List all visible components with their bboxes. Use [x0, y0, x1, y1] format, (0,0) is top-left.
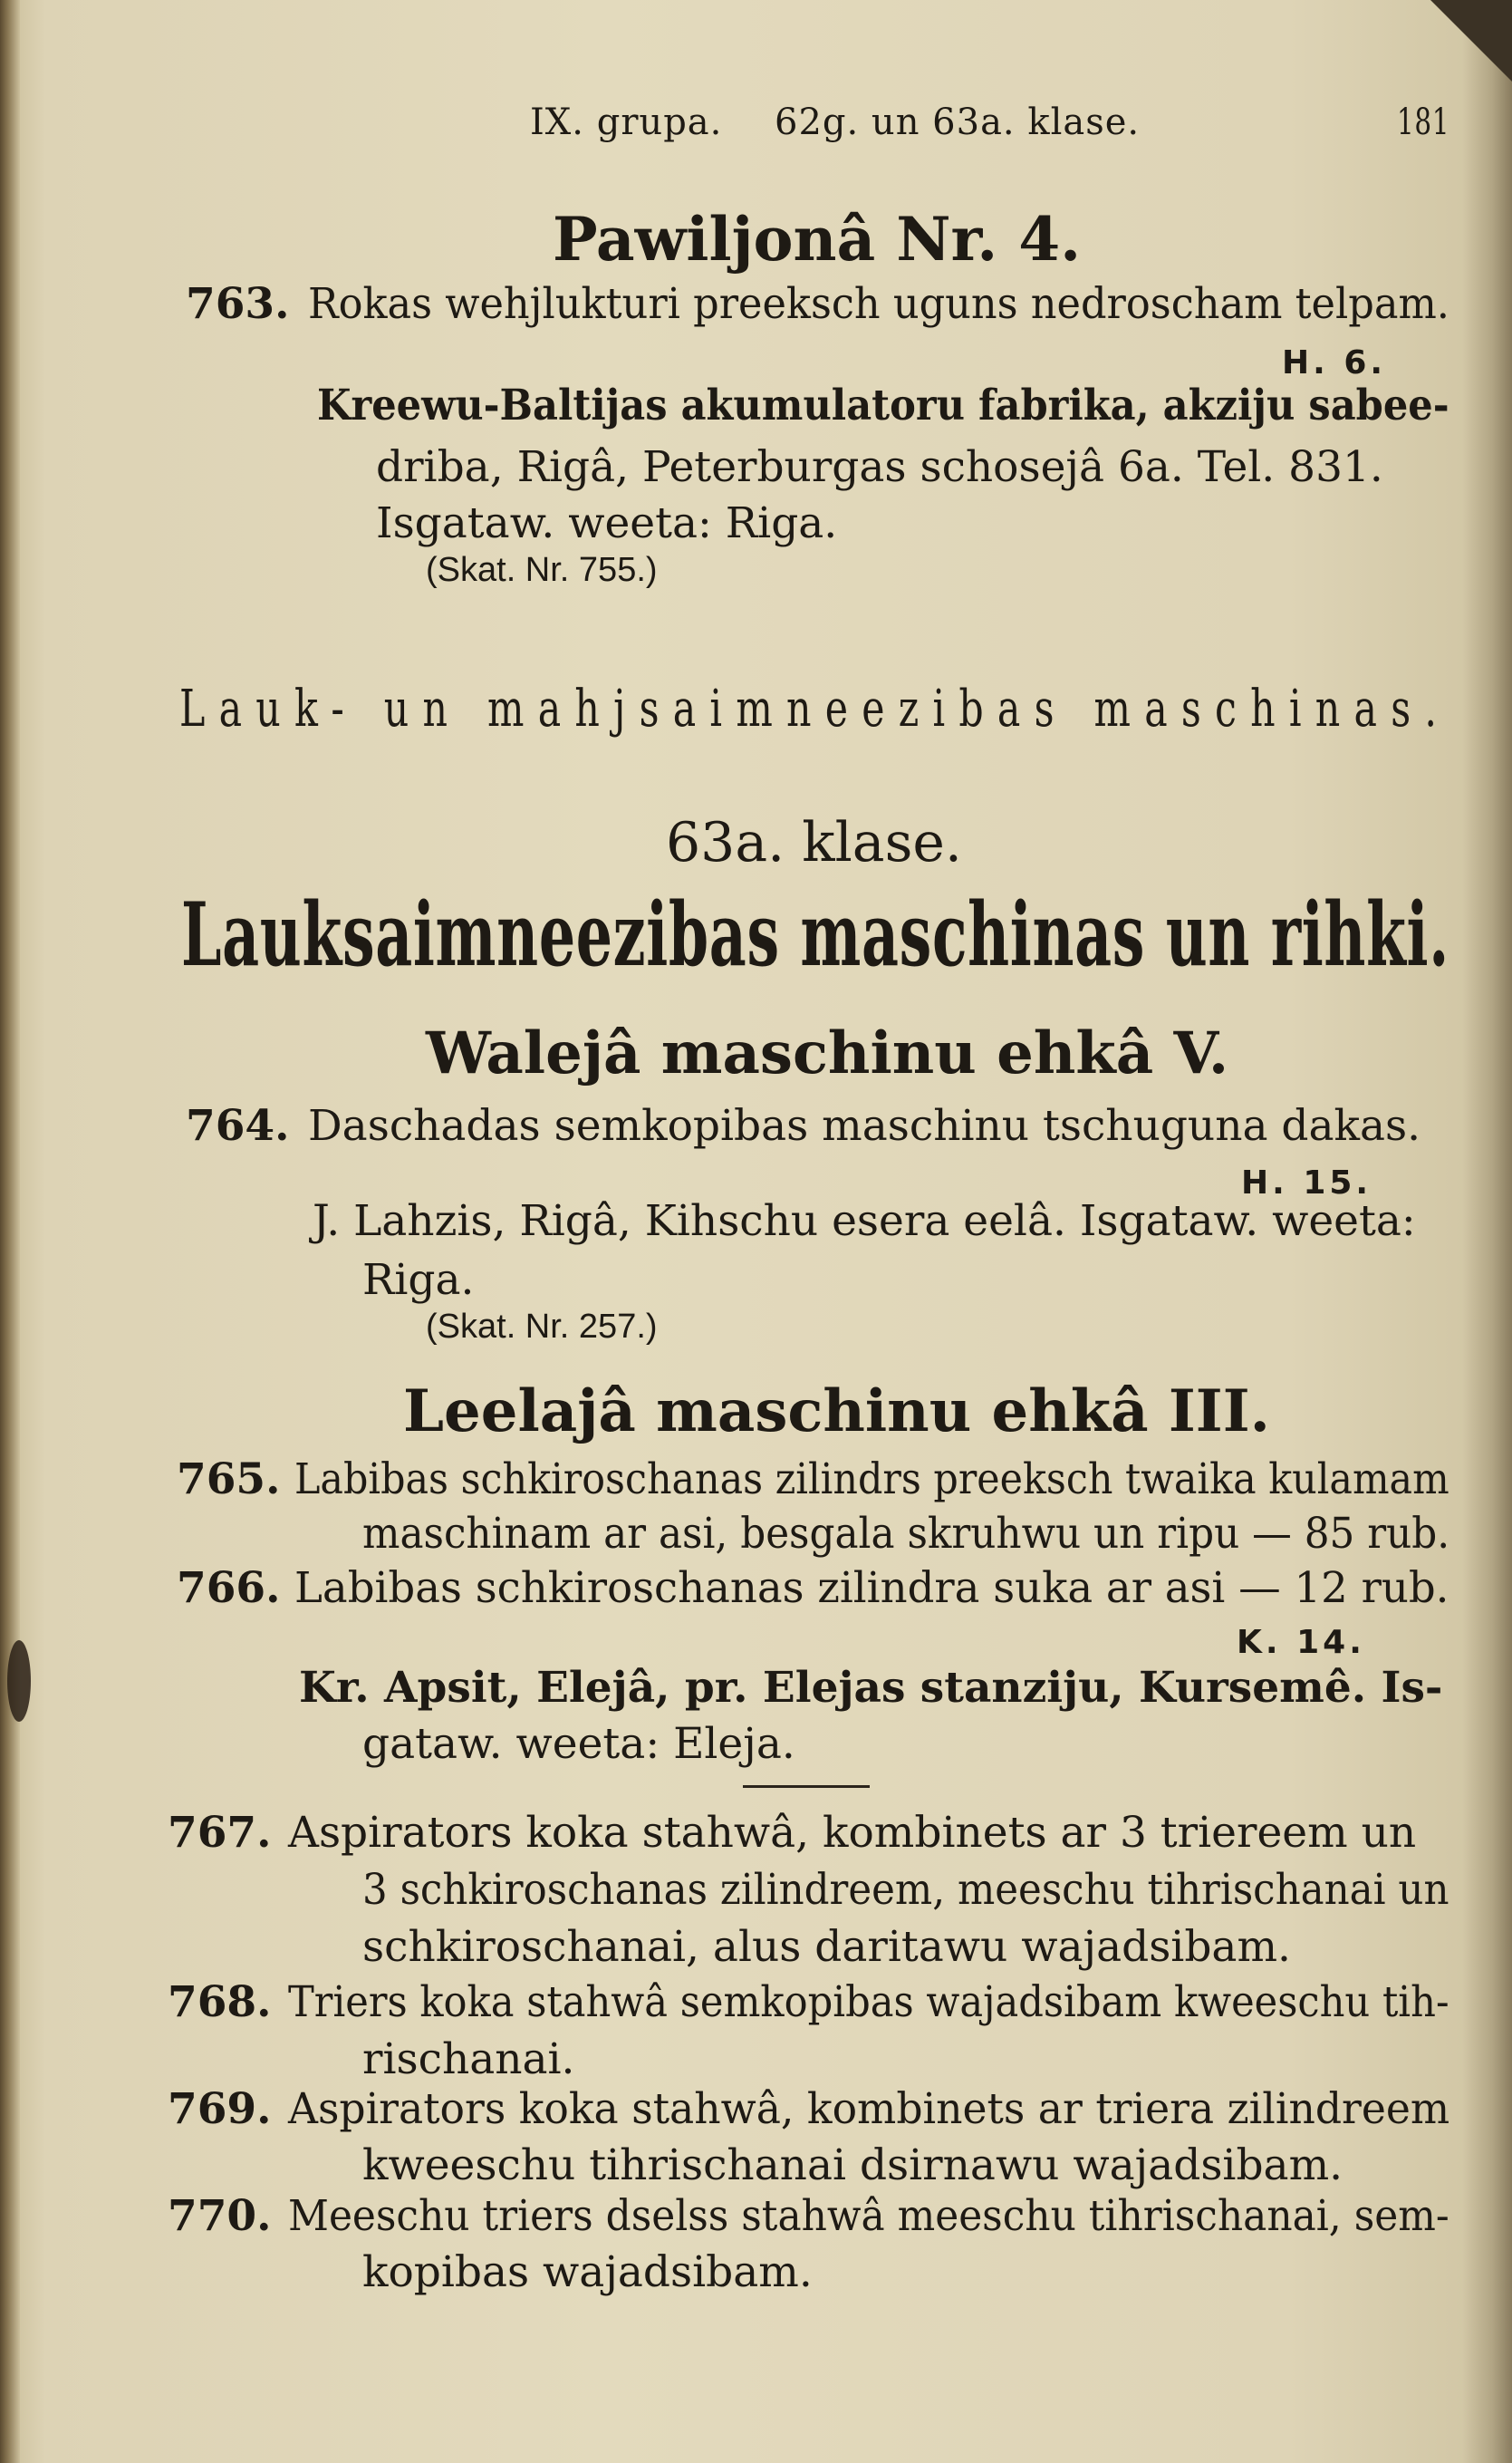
entry-766-maker-line1: Kr. Apsit, Elejâ, pr. Elejas stanziju, Kursemê. Is- [299, 1663, 1443, 1713]
entry-765-line1: Labibas schkiroschanas zilindrs preeksch twaika kulamam [294, 1454, 1449, 1504]
entry-770-line2: kopibas wajadsibam. [362, 2247, 813, 2297]
class-number: 63a. klase. [666, 811, 962, 874]
entry-766-maker-line2: gataw. weeta: Eleja. [362, 1719, 795, 1769]
page-number: 181 [1397, 101, 1450, 143]
page-corner-curl [1430, 0, 1512, 82]
page-outer-edge [1462, 0, 1512, 2463]
entry-767-line3: schkiroschanai, alus daritawu wajadsibam. [362, 1922, 1291, 1972]
entry-768-line1: Triers koka stahwâ semkopibas wajadsibam kweeschu tih- [288, 1977, 1449, 2027]
entry-763-maker-line2: driba, Rigâ, Peterburgas schosejâ 6a. Tel. 831. [376, 442, 1383, 492]
entry-766-number: 766. [177, 1563, 281, 1613]
section-heading-spaced: Lauk- un mahjsaimneezibas maschinas. [179, 680, 1451, 739]
entry-763-ship-place: Isgataw. weeta: Riga. [376, 498, 838, 548]
entry-768-number: 768. [168, 1977, 272, 2027]
entry-763-number: 763. [186, 279, 290, 329]
entry-767-number: 767. [168, 1808, 272, 1858]
entry-764-number: 764. [186, 1101, 290, 1151]
entry-769-line2: kweeschu tihrischanai dsirnawu wajadsibam. [362, 2140, 1343, 2190]
entry-767-line1: Aspirators koka stahwâ, kombinets ar 3 triereem un [288, 1808, 1417, 1858]
entry-763-catalog-ref: (Skat. Nr. 755.) [426, 551, 658, 589]
entry-763-text: Rokas wehjlukturi preeksch uguns nedroscham telpam. [308, 279, 1449, 329]
page-binding-edge [0, 0, 20, 2463]
entry-766-code: K. 14. [1237, 1624, 1365, 1661]
entry-764-catalog-ref: (Skat. Nr. 257.) [426, 1308, 658, 1346]
entry-765-line2: maschinam ar asi, besgala skruhwu un ripu — 85 rub. [362, 1509, 1450, 1559]
class-title: Lauksaimneezibas maschinas un rihki. [181, 884, 1449, 986]
section-divider [743, 1785, 870, 1788]
entry-764-maker-line1: J. Lahzis, Rigâ, Kihschu esera eelâ. Isgataw. weeta: [313, 1196, 1416, 1246]
entry-770-line1: Meeschu triers dselss stahwâ meeschu tihrischanai, sem- [288, 2191, 1449, 2241]
entry-768-line2: rischanai. [362, 2034, 575, 2084]
header-classes: 62g. un 63a. klase. [775, 101, 1141, 143]
entry-764-maker-line2: Riga. [362, 1255, 475, 1305]
entry-763-code: H. 6. [1282, 344, 1387, 382]
entry-763-maker-line1: Kreewu-Baltijas akumulatoru fabrika, akziju sabee- [317, 381, 1449, 430]
entry-770-number: 770. [168, 2191, 272, 2241]
entry-764-text: Daschadas semkopibas maschinu tschuguna dakas. [308, 1101, 1421, 1151]
entry-766-line1: Labibas schkiroschanas zilindra suka ar asi — 12 rub. [294, 1563, 1449, 1613]
entry-769-number: 769. [168, 2084, 272, 2134]
entry-767-line2: 3 schkiroschanas zilindreem, meeschu tihrischanai un [362, 1865, 1449, 1915]
hall-3-heading: Leelajâ maschinu ehkâ III. [403, 1377, 1270, 1445]
entry-765-number: 765. [177, 1454, 281, 1504]
hall-5-heading: Walejâ maschinu ehkâ V. [426, 1019, 1229, 1087]
entry-764-code: H. 15. [1241, 1164, 1372, 1202]
header-group: IX. grupa. [530, 101, 723, 143]
entry-769-line1: Aspirators koka stahwâ, kombinets ar triera zilindreem [288, 2084, 1450, 2134]
pavilion-heading: Pawiljonâ Nr. 4. [553, 204, 1082, 275]
ink-stain [7, 1640, 31, 1722]
